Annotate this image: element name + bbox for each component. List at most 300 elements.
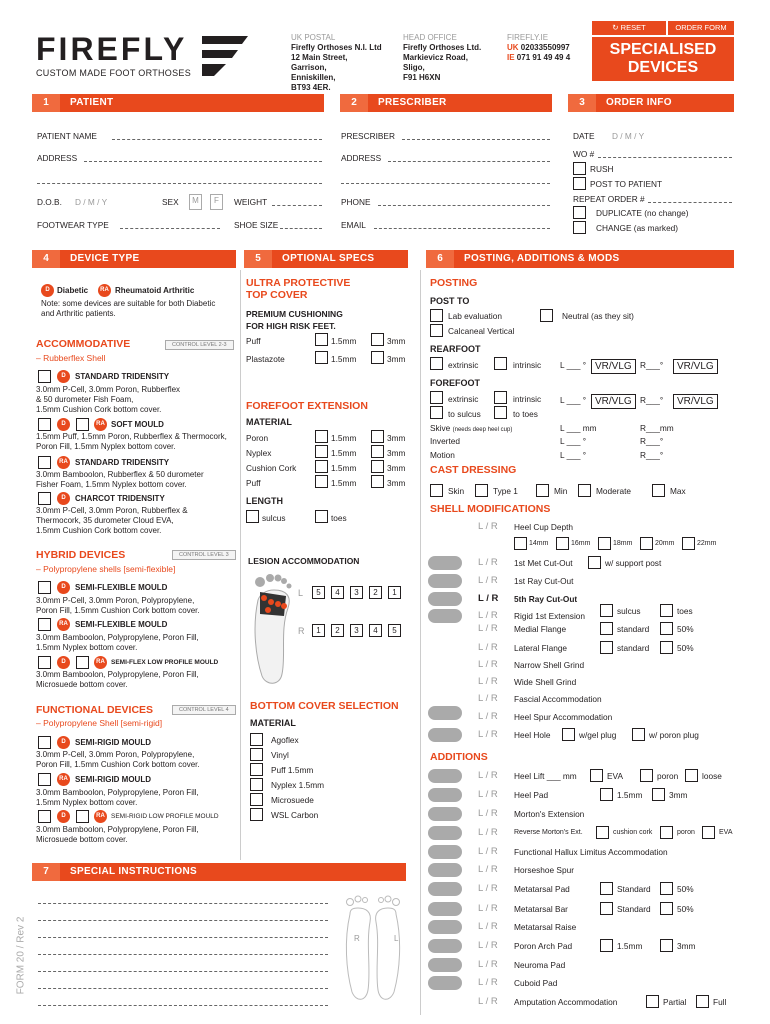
- brand-tagline: CUSTOM MADE FOOT ORTHOSES: [36, 68, 192, 78]
- lr-label: L / R: [478, 846, 498, 857]
- lesion-right-label: R: [298, 626, 305, 636]
- option-checkbox[interactable]: [660, 622, 673, 635]
- rear-left-degrees[interactable]: L ___ °: [560, 360, 587, 370]
- instructions-line[interactable]: [38, 920, 328, 921]
- toes-label: toes: [331, 513, 347, 523]
- fe-15-checkbox[interactable]: [315, 460, 328, 473]
- acc-charcot-checkbox[interactable]: [38, 492, 51, 505]
- option-checkbox[interactable]: [660, 826, 673, 839]
- option-label: EVA: [719, 829, 733, 836]
- hyb-semi-flex-ra-checkbox[interactable]: [38, 618, 51, 631]
- footwear-label: FOOTWEAR TYPE: [37, 220, 109, 230]
- option-label: 50%: [677, 904, 694, 914]
- lesion-right-box[interactable]: 4: [369, 624, 382, 637]
- bottom-cover-label: Microsuede: [271, 795, 314, 805]
- acc-item-desc: 3.0mm Bamboolon, Rubberflex & 50 durometer Fisher Foam, 1.5mm Nyplex bottom cover.: [36, 470, 204, 489]
- mm-label: 1.5mm: [331, 433, 357, 443]
- neutral-checkbox[interactable]: [540, 309, 553, 322]
- acc-soft-mould-ra-checkbox[interactable]: [76, 418, 89, 431]
- option-checkbox[interactable]: [652, 788, 665, 801]
- lab-evaluation-checkbox[interactable]: [430, 309, 443, 322]
- hyb-semi-flex-checkbox[interactable]: [38, 581, 51, 594]
- email-field[interactable]: [374, 228, 550, 229]
- calcaneal-checkbox[interactable]: [430, 324, 443, 337]
- shell-mod-label: 1st Met Cut-Out: [514, 558, 573, 568]
- post-to-patient-label: POST TO PATIENT: [590, 179, 663, 189]
- reset-button[interactable]: ↻ RESET: [592, 21, 666, 35]
- option-checkbox[interactable]: [600, 622, 613, 635]
- rear-left-vr-field[interactable]: VR/VLG: [591, 359, 636, 374]
- wo-field[interactable]: [598, 157, 732, 158]
- option-label: Standard: [617, 904, 651, 914]
- section-prescriber: 2 PRESCRIBER: [340, 94, 552, 112]
- acc-soft-mould-checkbox[interactable]: [38, 418, 51, 431]
- lr-label: L / R: [478, 770, 498, 781]
- heel-cup-checkbox[interactable]: [556, 537, 569, 550]
- wo-label: WO #: [573, 149, 595, 159]
- inverted-left[interactable]: L ___ °: [560, 436, 587, 446]
- firefly-logo-icon: [200, 34, 250, 76]
- hyb-item-name: SEMI-FLEXIBLE MOULD: [75, 583, 168, 592]
- bottom-cover-label: Nyplex 1.5mm: [271, 780, 325, 790]
- diabetic-icon: D: [41, 284, 54, 297]
- option-checkbox[interactable]: [600, 641, 613, 654]
- lr-label: L / R: [478, 808, 498, 819]
- patient-name-label: PATIENT NAME: [37, 131, 97, 141]
- option-label: standard: [617, 624, 650, 634]
- lesion-left-label: L: [298, 588, 304, 598]
- rheumatoid-label: Rheumatoid Arthritic: [115, 286, 195, 295]
- fe-3-checkbox[interactable]: [371, 460, 384, 473]
- foot-thumbnail-icon: [428, 592, 462, 606]
- rear-extrinsic-checkbox[interactable]: [430, 357, 443, 370]
- inverted-right[interactable]: R___°: [640, 436, 664, 446]
- shell-mod-label: Heel Spur Accommodation: [514, 712, 613, 722]
- rear-right-vr-field[interactable]: VR/VLG: [673, 359, 718, 374]
- shell-mod-label: Rigid 1st Extension: [514, 611, 586, 621]
- heel-cup-option: 16mm: [571, 540, 591, 547]
- heel-cup-checkbox[interactable]: [640, 537, 653, 550]
- option-checkbox[interactable]: [562, 728, 575, 741]
- option-label: Standard: [617, 884, 651, 894]
- fun-low-profile-ra-checkbox[interactable]: [76, 810, 89, 823]
- lr-label: L / R: [478, 676, 498, 687]
- mm-label: 1.5mm: [331, 336, 357, 346]
- email-label: EMAIL: [341, 220, 366, 230]
- option-label: 1.5mm: [617, 941, 643, 951]
- heel-cup-checkbox[interactable]: [682, 537, 695, 550]
- mm-label: 1.5mm: [331, 463, 357, 473]
- material-label: MATERIAL: [246, 417, 292, 427]
- bottom-cover-label: Agoflex: [271, 735, 299, 745]
- shell-mod-label: Functional Hallux Limitus Accommodation: [514, 847, 668, 857]
- foot-thumbnail-icon: [428, 769, 462, 783]
- plast-15-checkbox[interactable]: [315, 351, 328, 364]
- acc-item-desc: 3.0mm P-Cell, 3.0mm Poron, Rubberflex & Thermocork, 35 durometer Cloud EVA, 1.5mm Cushion Cork bottom cover.: [36, 506, 188, 535]
- lesion-right-box[interactable]: 3: [350, 624, 363, 637]
- functional-title: FUNCTIONAL DEVICES: [36, 704, 154, 716]
- option-checkbox[interactable]: [600, 902, 613, 915]
- fe-15-checkbox[interactable]: [315, 475, 328, 488]
- cast-dressing-checkbox[interactable]: [578, 484, 591, 497]
- lesion-left-box[interactable]: 3: [350, 586, 363, 599]
- fun-item-name: SEMI-RIGID MOULD: [75, 738, 151, 747]
- rush-checkbox[interactable]: [573, 162, 586, 175]
- fore-intrinsic-checkbox[interactable]: [494, 391, 507, 404]
- section-patient: 1 PATIENT: [32, 94, 324, 112]
- fore-right-vr-field[interactable]: VR/VLG: [673, 394, 718, 409]
- option-checkbox[interactable]: [590, 769, 603, 782]
- option-checkbox[interactable]: [660, 939, 673, 952]
- option-label: 3mm: [669, 790, 688, 800]
- date-field[interactable]: D / M / Y: [612, 131, 645, 141]
- fun-low-profile-checkbox[interactable]: [38, 810, 51, 823]
- option-checkbox[interactable]: [685, 769, 698, 782]
- dob-label: D.O.B.: [37, 197, 62, 207]
- lesion-right-box[interactable]: 1: [312, 624, 325, 637]
- shell-mod-label: Heel Cup Depth: [514, 522, 574, 532]
- rheumatoid-icon: RA: [98, 284, 111, 297]
- diabetic-label: Diabetic: [57, 286, 89, 295]
- option-checkbox[interactable]: [600, 604, 613, 617]
- bottom-cover-checkbox[interactable]: [250, 808, 263, 821]
- lesion-right-box[interactable]: 2: [331, 624, 344, 637]
- shell-mod-label: Cuboid Pad: [514, 978, 558, 988]
- puff-15-checkbox[interactable]: [315, 333, 328, 346]
- patient-name-field[interactable]: [112, 139, 322, 140]
- foot-thumbnail-icon: [428, 882, 462, 896]
- additions-title: ADDITIONS: [430, 751, 488, 763]
- sex-m-checkbox[interactable]: M: [189, 194, 202, 210]
- lr-label: L / R: [478, 864, 498, 875]
- brand-name: FIREFLY: [36, 31, 188, 67]
- lr-label: L / R: [478, 903, 498, 914]
- lr-label: L / R: [478, 996, 498, 1007]
- cast-dressing-label: Min: [554, 486, 568, 496]
- rheumatoid-icon: RA: [57, 618, 70, 631]
- patient-address-field-2[interactable]: [37, 183, 322, 184]
- intrinsic-label: intrinsic: [513, 394, 542, 404]
- instructions-line[interactable]: [38, 954, 328, 955]
- fore-left-degrees[interactable]: L ___ °: [560, 395, 587, 405]
- acc-standard-tridensity-ra-checkbox[interactable]: [38, 456, 51, 469]
- skive-right[interactable]: R___mm: [640, 423, 674, 433]
- neutral-label: Neutral (as they sit): [562, 311, 634, 321]
- fun-semi-rigid-checkbox[interactable]: [38, 736, 51, 749]
- mm-label: 3mm: [387, 448, 406, 458]
- acc-item-desc: 1.5mm Puff, 1.5mm Poron, Rubberflex & Thermocork, Poron Fill, 1.5mm Nyplex bottom cover.: [36, 432, 227, 451]
- skive-label: Skive (needs deep heel cup): [430, 423, 513, 433]
- hyb-item-desc: 3.0mm Bamboolon, Polypropylene, Poron Fill, 1.5mm Nyplex bottom cover.: [36, 633, 199, 652]
- sex-f-checkbox[interactable]: F: [210, 194, 223, 210]
- head-office-title: HEAD OFFICE: [403, 33, 457, 42]
- lesion-left-box[interactable]: 2: [369, 586, 382, 599]
- fun-item-desc: 3.0mm Bamboolon, Polypropylene, Poron Fill, Microsuede bottom cover.: [36, 825, 199, 844]
- foot-thumbnail-icon: [428, 609, 462, 623]
- foot-thumbnail-icon: [428, 788, 462, 802]
- lr-label: L / R: [478, 623, 498, 634]
- shell-mod-label: Narrow Shell Grind: [514, 660, 585, 670]
- fe-material-label: Puff: [246, 478, 261, 488]
- plastazote-label: Plastazote: [246, 354, 285, 364]
- instructions-line[interactable]: [38, 1005, 328, 1006]
- sulcus-label: sulcus: [262, 513, 286, 523]
- prescriber-address-field-2[interactable]: [341, 183, 550, 184]
- shell-mod-label: Metatarsal Bar: [514, 904, 568, 914]
- post-to-label: POST TO: [430, 296, 470, 306]
- option-checkbox[interactable]: [600, 882, 613, 895]
- option-label: 50%: [677, 624, 694, 634]
- option-label: 50%: [677, 884, 694, 894]
- footwear-field[interactable]: [120, 228, 220, 229]
- rear-intrinsic-checkbox[interactable]: [494, 357, 507, 370]
- option-label: cushion cork: [613, 829, 653, 836]
- option-checkbox[interactable]: [702, 826, 715, 839]
- instructions-line[interactable]: [38, 988, 328, 989]
- section-order-info: 3 ORDER INFO: [568, 94, 734, 112]
- option-label: poron: [657, 771, 679, 781]
- change-checkbox[interactable]: [573, 221, 586, 234]
- lesion-right-box[interactable]: 5: [388, 624, 401, 637]
- shell-mod-label: Morton's Extension: [514, 809, 585, 819]
- prescriber-address-field[interactable]: [388, 161, 550, 162]
- acc-item-desc: 3.0mm P-Cell, 3.0mm Poron, Rubberflex & 50 durometer Fish Foam, 1.5mm Cushion Cork bottom cover.: [36, 385, 181, 414]
- prescriber-field[interactable]: [402, 139, 550, 140]
- bottom-cover-checkbox[interactable]: [250, 748, 263, 761]
- diabetic-icon: D: [57, 492, 70, 505]
- shell-mods-title: SHELL MODIFICATIONS: [430, 503, 551, 515]
- foot-thumbnail-icon: [428, 574, 462, 588]
- extrinsic-label: extrinsic: [448, 394, 479, 404]
- hyb-item-desc: 3.0mm P-Cell, 3.0mm Poron, Polypropylene, Poron Fill, 1.5mm Cushion Cork bottom cover.: [36, 596, 200, 615]
- rheumatoid-icon: RA: [94, 656, 107, 669]
- fe-material-label: Nyplex: [246, 448, 272, 458]
- prescriber-label: PRESCRIBER: [341, 131, 395, 141]
- uk-postal-address: Firefly Orthoses N.I. Ltd 12 Main Street, Garrison, Enniskillen, BT93 4ER.: [291, 43, 382, 92]
- option-checkbox[interactable]: [646, 995, 659, 1008]
- option-checkbox[interactable]: [588, 556, 601, 569]
- option-checkbox[interactable]: [660, 902, 673, 915]
- lr-label: L / R: [478, 659, 498, 670]
- lr-label: L / R: [478, 575, 498, 586]
- motion-right[interactable]: R___°: [640, 450, 664, 460]
- puff-3-checkbox[interactable]: [371, 333, 384, 346]
- shoe-size-field[interactable]: [280, 228, 322, 229]
- shell-mod-label: Heel Hole: [514, 730, 551, 740]
- fun-semi-rigid-ra-checkbox[interactable]: [38, 773, 51, 786]
- lesion-left-box[interactable]: 4: [331, 586, 344, 599]
- section-posting: 6 POSTING, ADDITIONS & MODS: [426, 250, 734, 268]
- section-device-type: 4 DEVICE TYPE: [32, 250, 236, 268]
- lesion-left-box[interactable]: 1: [388, 586, 401, 599]
- lr-label: L / R: [478, 921, 498, 932]
- to-sulcus-checkbox[interactable]: [430, 406, 443, 419]
- fun-item-desc: 3.0mm Bamboolon, Polypropylene, Poron Fill, 1.5mm Nyplex bottom cover.: [36, 788, 199, 807]
- repeat-order-field[interactable]: [648, 202, 732, 203]
- bottom-cover-checkbox[interactable]: [250, 733, 263, 746]
- lesion-left-box[interactable]: 5: [312, 586, 325, 599]
- length-sulcus-checkbox[interactable]: [246, 510, 259, 523]
- fore-extrinsic-checkbox[interactable]: [430, 391, 443, 404]
- option-checkbox[interactable]: [632, 728, 645, 741]
- mm-label: 3mm: [387, 354, 406, 364]
- option-checkbox[interactable]: [640, 769, 653, 782]
- inverted-label: Inverted: [430, 436, 460, 446]
- mm-label: 3mm: [387, 463, 406, 473]
- shell-mod-label: Heel Pad: [514, 790, 549, 800]
- option-label: Full: [713, 997, 727, 1007]
- fun-item-name: SEMI-RIGID MOULD: [75, 775, 151, 784]
- phone-field[interactable]: [378, 205, 550, 206]
- instructions-line[interactable]: [38, 971, 328, 972]
- lr-label: L / R: [478, 883, 498, 894]
- option-checkbox[interactable]: [600, 939, 613, 952]
- bottom-cover-label: Puff 1.5mm: [271, 765, 314, 775]
- ie-phone: IE 071 91 49 49 4: [507, 53, 571, 62]
- prescriber-address-label: ADDRESS: [341, 153, 382, 163]
- lr-label: L / R: [478, 557, 498, 568]
- foot-thumbnail-icon: [428, 706, 462, 720]
- shell-mod-label: Neuroma Pad: [514, 960, 566, 970]
- bc-material-label: MATERIAL: [250, 718, 296, 728]
- shell-mod-label: Fascial Accommodation: [514, 694, 602, 704]
- skive-left[interactable]: L ___ mm: [560, 423, 597, 433]
- cast-dressing-checkbox[interactable]: [475, 484, 488, 497]
- rush-label: RUSH: [590, 164, 614, 174]
- section-optional-specs: 5 OPTIONAL SPECS: [244, 250, 408, 268]
- acc-item-name: SOFT MOULD: [111, 420, 164, 429]
- foot-thumbnail-icon: [428, 826, 462, 840]
- fore-left-vr-field[interactable]: VR/VLG: [591, 394, 636, 409]
- heel-cup-checkbox[interactable]: [514, 537, 527, 550]
- foot-outline-right-label: R: [354, 934, 360, 943]
- accommodative-subtitle: – Rubberflex Shell: [36, 353, 106, 363]
- option-checkbox[interactable]: [596, 826, 609, 839]
- weight-field[interactable]: [272, 205, 322, 206]
- patient-address-field[interactable]: [84, 161, 322, 162]
- uk-phone: UK 02033550997: [507, 43, 570, 52]
- shell-mod-label: Medial Flange: [514, 624, 567, 634]
- bottom-cover-checkbox[interactable]: [250, 778, 263, 791]
- option-checkbox[interactable]: [696, 995, 709, 1008]
- option-label: toes: [677, 606, 693, 616]
- bottom-cover-label: WSL Carbon: [271, 810, 319, 820]
- option-label: w/ support post: [605, 558, 662, 568]
- hyb-item-desc: 3.0mm Bamboolon, Polypropylene, Poron Fill, Microsuede bottom cover.: [36, 670, 199, 689]
- foot-outline-left-label: L: [394, 934, 399, 943]
- post-to-patient-checkbox[interactable]: [573, 177, 586, 190]
- lab-evaluation-label: Lab evaluation: [448, 311, 502, 321]
- hyb-low-profile-checkbox[interactable]: [38, 656, 51, 669]
- heel-cup-checkbox[interactable]: [598, 537, 611, 550]
- option-checkbox[interactable]: [660, 604, 673, 617]
- option-checkbox[interactable]: [600, 788, 613, 801]
- accommodative-title: ACCOMMODATIVE: [36, 338, 131, 350]
- cast-dressing-checkbox[interactable]: [652, 484, 665, 497]
- heel-cup-option: 14mm: [529, 540, 549, 547]
- option-label: w/ poron plug: [649, 730, 699, 740]
- sex-label: SEX: [162, 197, 179, 207]
- foot-thumbnail-icon: [428, 728, 462, 742]
- acc-standard-tridensity-checkbox[interactable]: [38, 370, 51, 383]
- option-label: standard: [617, 643, 650, 653]
- shell-mod-label: Poron Arch Pad: [514, 941, 573, 951]
- fore-right-degrees[interactable]: R___°: [640, 395, 664, 405]
- change-label: CHANGE (as marked): [596, 223, 679, 233]
- hyb-item-name: SEMI-FLEX LOW PROFILE MOULD: [111, 659, 219, 666]
- lesion-title: LESION ACCOMMODATION: [248, 556, 360, 566]
- diabetic-icon: D: [57, 581, 70, 594]
- ultra-protective-title: ULTRA PROTECTIVE TOP COVER: [246, 277, 351, 301]
- rheumatoid-icon: RA: [57, 456, 70, 469]
- rearfoot-label: REARFOOT: [430, 344, 481, 354]
- duplicate-checkbox[interactable]: [573, 206, 586, 219]
- instructions-line[interactable]: [38, 937, 328, 938]
- option-checkbox[interactable]: [660, 882, 673, 895]
- cast-dressing-label: Type 1: [493, 486, 518, 496]
- acc-item-name: CHARCOT TRIDENSITY: [75, 494, 165, 503]
- rheumatoid-icon: RA: [94, 418, 107, 431]
- cast-dressing-label: Skin: [448, 486, 465, 496]
- device-note: Note: some devices are suitable for both Diabetic and Arthritic patients.: [41, 299, 216, 318]
- hyb-low-profile-ra-checkbox[interactable]: [76, 656, 89, 669]
- mm-label: 1.5mm: [331, 478, 357, 488]
- lr-label: L / R: [478, 610, 498, 621]
- instructions-line[interactable]: [38, 903, 328, 904]
- lr-label: L / R: [478, 827, 498, 838]
- fe-15-checkbox[interactable]: [315, 430, 328, 443]
- option-label: Partial: [663, 997, 687, 1007]
- plast-3-checkbox[interactable]: [371, 351, 384, 364]
- cast-dressing-label: Max: [670, 486, 686, 496]
- heel-cup-option: 18mm: [613, 540, 633, 547]
- lr-label: L / R: [478, 959, 498, 970]
- fe-15-checkbox[interactable]: [315, 445, 328, 458]
- bottom-cover-checkbox[interactable]: [250, 793, 263, 806]
- lr-label: L / R: [478, 593, 499, 604]
- bottom-cover-checkbox[interactable]: [250, 763, 263, 776]
- hyb-item-name: SEMI-FLEXIBLE MOULD: [75, 620, 168, 629]
- lr-label: L / R: [478, 693, 498, 704]
- dob-field[interactable]: D / M / Y: [75, 197, 108, 207]
- foot-thumbnail-icon: [428, 863, 462, 877]
- motion-left[interactable]: L ___ °: [560, 450, 587, 460]
- shell-mod-label: Metatarsal Pad: [514, 884, 570, 894]
- weight-label: WEIGHT: [234, 197, 268, 207]
- hybrid-subtitle: – Polypropylene shells [semi-flexible]: [36, 564, 176, 574]
- cast-dressing-checkbox[interactable]: [430, 484, 443, 497]
- fe-3-checkbox[interactable]: [371, 475, 384, 488]
- acc-item-name: STANDARD TRIDENSITY: [75, 372, 170, 381]
- puff-label: Puff: [246, 336, 261, 346]
- order-form-button[interactable]: ORDER FORM: [668, 21, 734, 35]
- rear-right-degrees[interactable]: R___°: [640, 360, 664, 370]
- to-toes-checkbox[interactable]: [494, 406, 507, 419]
- shell-mod-label: Heel Lift ___ mm: [514, 771, 577, 781]
- fe-3-checkbox[interactable]: [371, 445, 384, 458]
- lr-label: L / R: [478, 521, 498, 532]
- foot-thumbnail-icon: [428, 807, 462, 821]
- fe-3-checkbox[interactable]: [371, 430, 384, 443]
- cast-dressing-checkbox[interactable]: [536, 484, 549, 497]
- heel-cup-option: 20mm: [655, 540, 675, 547]
- shell-mod-label: Lateral Flange: [514, 643, 568, 653]
- reset-icon: ↻: [612, 23, 621, 32]
- option-checkbox[interactable]: [660, 641, 673, 654]
- calcaneal-label: Calcaneal Vertical: [448, 326, 515, 336]
- foot-thumbnail-icon: [428, 920, 462, 934]
- length-toes-checkbox[interactable]: [315, 510, 328, 523]
